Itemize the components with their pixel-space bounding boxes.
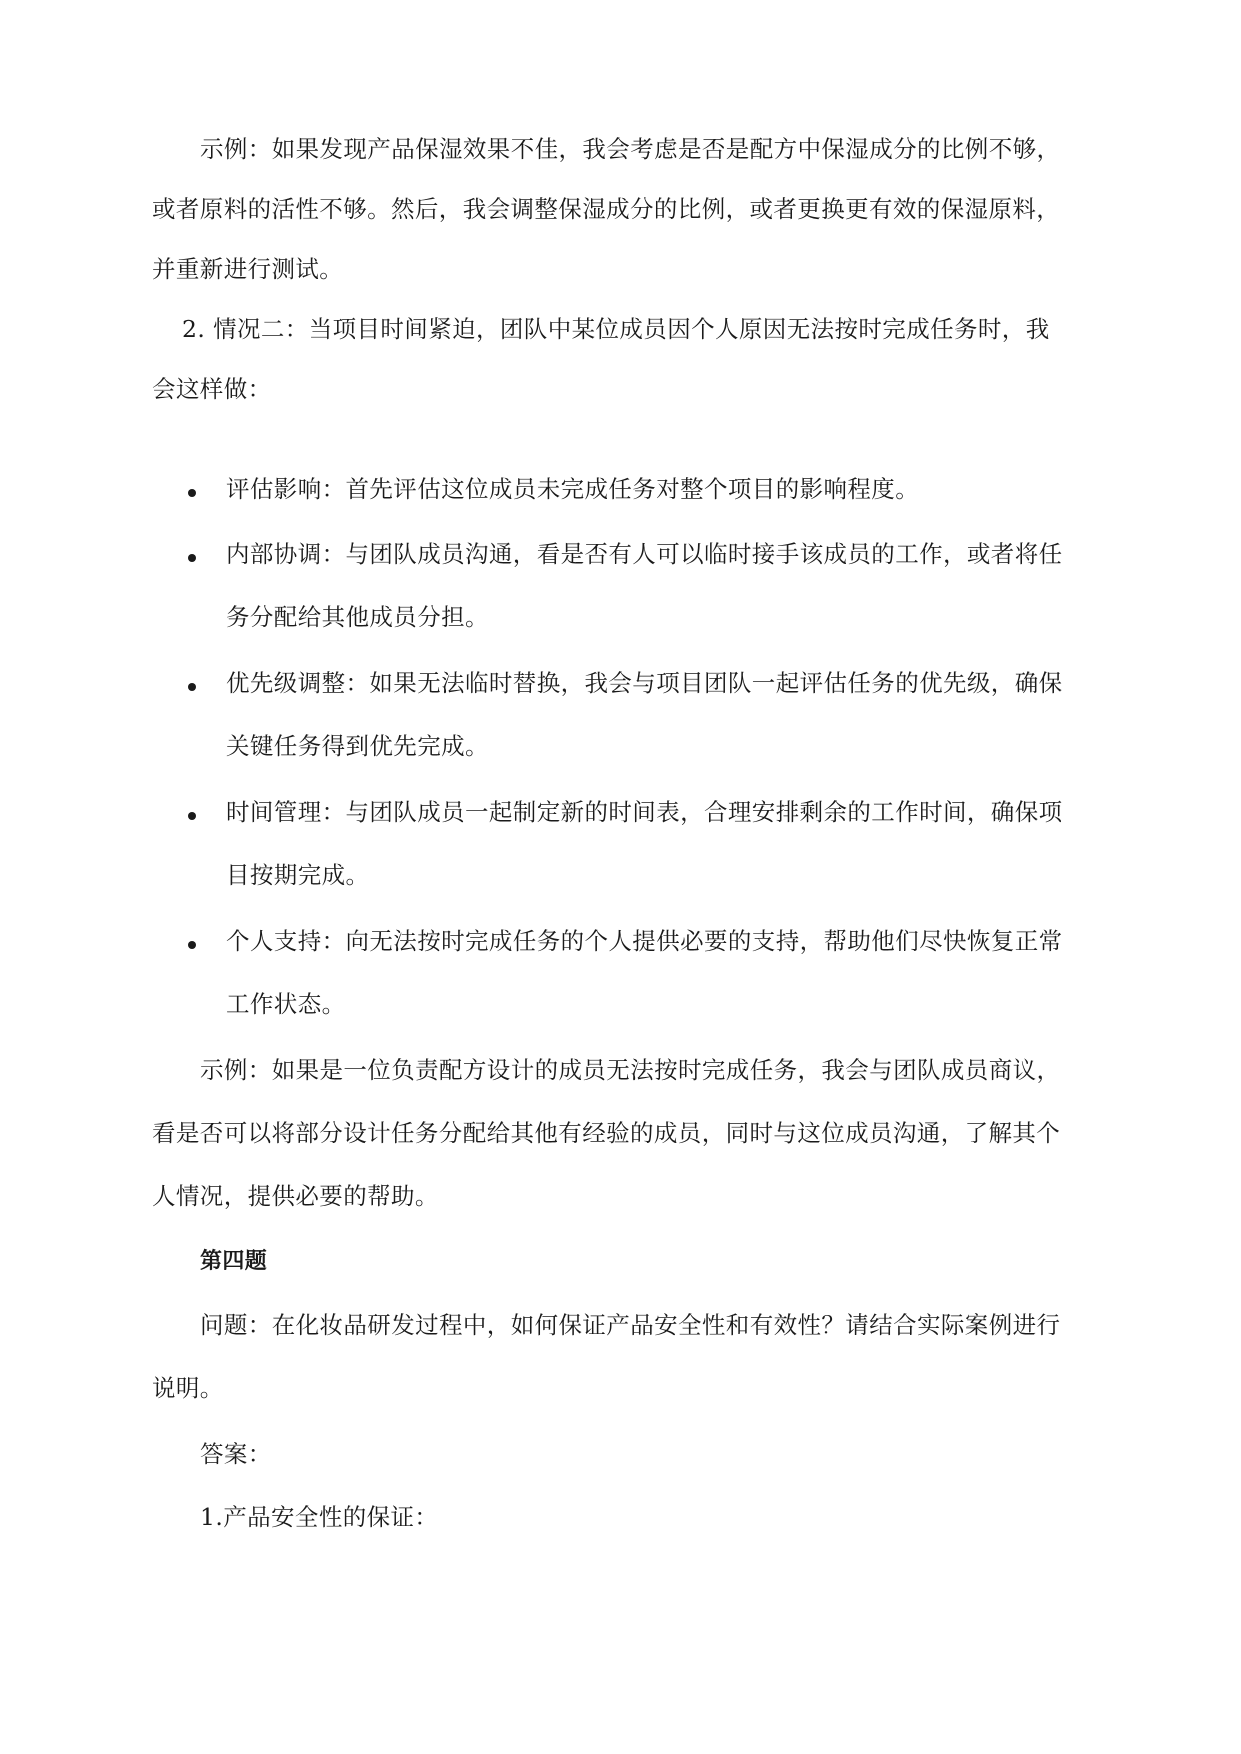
bullet-5-line2: 工作状态。 xyxy=(226,990,346,1018)
bullet-4-line1: 时间管理：与团队成员一起制定新的时间表，合理安排剩余的工作时间，确保项 xyxy=(226,798,1063,826)
bullet-2-line1: 内部协调：与团队成员沟通，看是否有人可以临时接手该成员的工作，或者将任 xyxy=(226,540,1063,568)
answer-label: 答案： xyxy=(200,1440,272,1468)
example1-line1: 示例：如果发现产品保湿效果不佳，我会考虑是否是配方中保湿成分的比例不够， xyxy=(200,135,1061,163)
section-title: 第四题 xyxy=(200,1249,268,1274)
situation2-line2: 会这样做： xyxy=(152,375,272,403)
example2-line3: 人情况，提供必要的帮助。 xyxy=(152,1182,439,1210)
bullet-dot-icon xyxy=(188,941,196,949)
bullet-3-line2: 关键任务得到优先完成。 xyxy=(226,732,489,760)
bullet-dot-icon xyxy=(188,683,196,691)
example1-line3: 并重新进行测试。 xyxy=(152,255,344,283)
answer-item-1: 1.产品安全性的保证： xyxy=(200,1503,439,1531)
bullet-4-line2: 目按期完成。 xyxy=(226,861,370,889)
bullet-5-line1: 个人支持：向无法按时完成任务的个人提供必要的支持，帮助他们尽快恢复正常 xyxy=(226,927,1063,955)
situation2-line1: 2. 情况二：当项目时间紧迫，团队中某位成员因个人原因无法按时完成任务时，我 xyxy=(182,315,1050,343)
example2-line1: 示例：如果是一位负责配方设计的成员无法按时完成任务，我会与团队成员商议， xyxy=(200,1056,1061,1084)
bullet-dot-icon xyxy=(188,554,196,562)
bullet-1-line1: 评估影响：首先评估这位成员未完成任务对整个项目的影响程度。 xyxy=(226,475,920,503)
question-line2: 说明。 xyxy=(152,1374,224,1402)
example1-line2: 或者原料的活性不够。然后，我会调整保湿成分的比例，或者更换更有效的保湿原料， xyxy=(152,195,1061,223)
bullet-dot-icon xyxy=(188,489,196,497)
bullet-3-line1: 优先级调整：如果无法临时替换，我会与项目团队一起评估任务的优先级，确保 xyxy=(226,669,1063,697)
example2-line2: 看是否可以将部分设计任务分配给其他有经验的成员，同时与这位成员沟通，了解其个 xyxy=(152,1119,1061,1147)
bullet-2-line2: 务分配给其他成员分担。 xyxy=(226,603,489,631)
question-line1: 问题：在化妆品研发过程中，如何保证产品安全性和有效性？请结合实际案例进行 xyxy=(200,1311,1061,1339)
bullet-dot-icon xyxy=(188,812,196,820)
